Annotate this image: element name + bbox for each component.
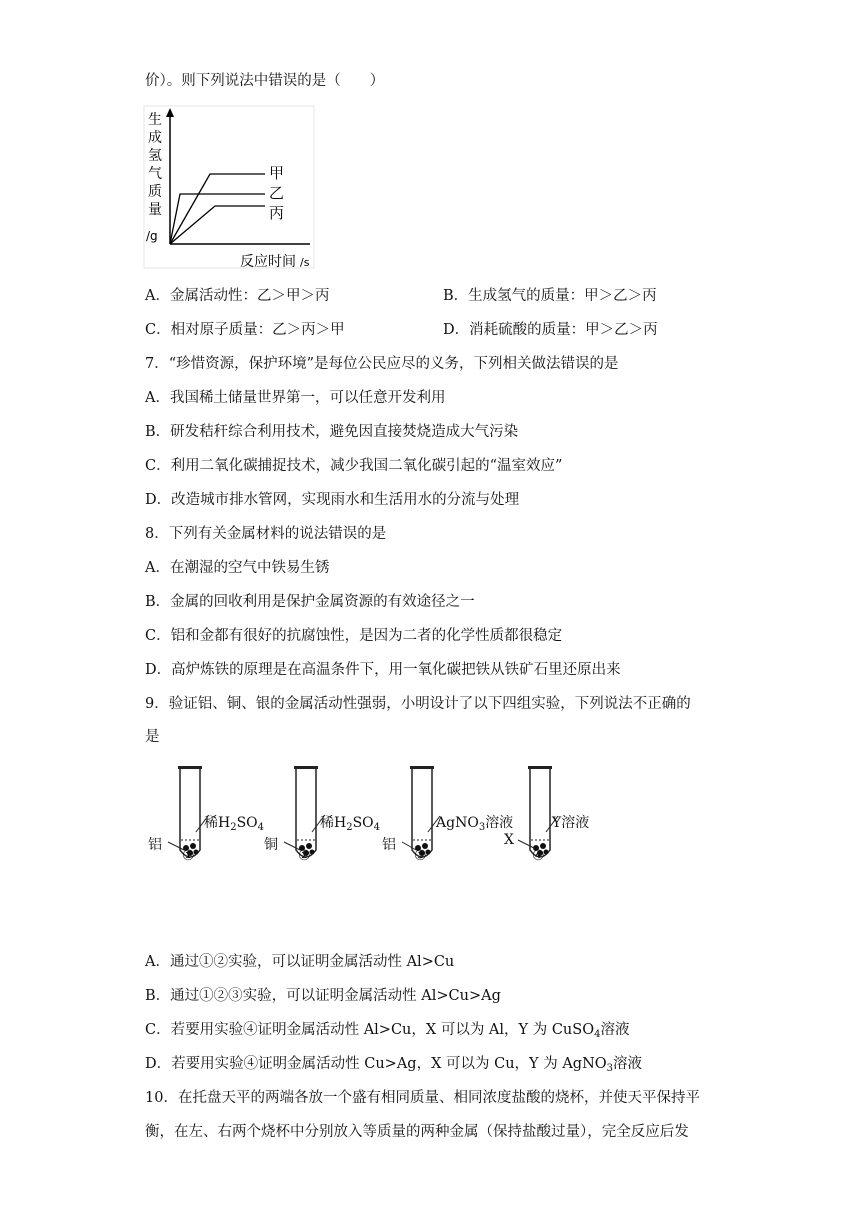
test-tube-figure — [140, 760, 620, 870]
ylabel-char-3: 氢 — [148, 148, 162, 164]
q8-option-d: D．高炉炼铁的原理是在高温条件下，用一氧化碳把铁从铁矿石里还原出来 — [145, 662, 621, 678]
q6-option-a: A．金属活动性：乙＞甲＞丙 — [145, 288, 330, 304]
test-tube-3 — [402, 766, 440, 857]
q9-option-c: C．若要用实验④证明金属活动性 Al>Cu，X 可以为 Al，Y 为 CuSO$_4$溶液 — [145, 1022, 630, 1040]
test-tube-1 — [168, 766, 208, 857]
x-axis-label: 反应时间 — [240, 254, 296, 270]
tube-1-number: ① — [182, 848, 195, 864]
tube-3-metal: 铝 — [382, 837, 396, 853]
tube-2-number: ② — [298, 848, 311, 864]
y-axis-arrow — [166, 108, 174, 117]
q8-stem: 8．下列有关金属材料的说法错误的是 — [145, 526, 387, 542]
series-bing-label: 丙 — [269, 204, 285, 222]
q7-stem: 7．“珍惜资源，保护环境”是每位公民应尽的义务，下列相关做法错误的是 — [145, 356, 619, 372]
q6-option-c: C．相对原子质量：乙＞丙＞甲 — [145, 322, 345, 338]
tube-1-solution: 稀$H_2SO_4$ — [204, 815, 265, 833]
series-jia-line — [170, 174, 265, 244]
q10-line1: 10．在托盘天平的两端各放一个盛有相同质量、相同浓度盐酸的烧杯，并使天平保持平 — [145, 1090, 700, 1106]
q9-option-a: A．通过①②实验，可以证明金属活动性 Al>Cu — [145, 954, 455, 970]
series-bing-line — [170, 206, 265, 244]
ylabel-char-6: 量 — [148, 202, 162, 218]
q6-stem-tail: 价）。则下列说法中错误的是（ ） — [145, 73, 385, 89]
q9-stem-line2: 是 — [145, 729, 160, 745]
q7-option-b: B．研发秸秆综合利用技术，避免因直接焚烧造成大气污染 — [145, 424, 519, 440]
ylabel-char-1: 生 — [148, 112, 162, 128]
x-axis-unit: /s — [300, 256, 310, 269]
ylabel-char-5: 质 — [148, 184, 162, 200]
ylabel-char-2: 成 — [148, 130, 162, 146]
q9-option-b: B．通过①②③实验，可以证明金属活动性 Al>Cu>Ag — [145, 988, 501, 1004]
tube-3-number: ③ — [414, 848, 427, 864]
q6-option-b: B．生成氢气的质量：甲＞乙＞丙 — [443, 288, 657, 304]
tube-4-number: ④ — [532, 848, 545, 864]
q10-line2: 衡，在左、右两个烧杯中分别放入等质量的两种金属（保持盐酸过量），完全反应后发 — [145, 1124, 689, 1140]
test-tube-2 — [284, 766, 324, 857]
tube-3-solution: AgNO$_3$溶液 — [436, 815, 514, 833]
tube-4-solution: Y溶液 — [552, 815, 590, 831]
hydrogen-mass-graph — [140, 104, 325, 274]
q8-option-b: B．金属的回收利用是保护金属资源的有效途径之一 — [145, 594, 475, 610]
tube-2-metal: 铜 — [264, 837, 278, 853]
q8-option-c: C．铝和金都有很好的抗腐蚀性，是因为二者的化学性质都很稳定 — [145, 628, 563, 644]
ylabel-unit: /g — [146, 229, 158, 243]
series-yi-label: 乙 — [269, 184, 285, 202]
q7-option-c: C．利用二氧化碳捕捉技术，减少我国二氧化碳引起的“温室效应” — [145, 458, 563, 474]
q7-option-d: D．改造城市排水管网，实现雨水和生活用水的分流与处理 — [145, 492, 520, 508]
tube-4-metal: X — [504, 832, 514, 848]
q9-option-d: D．若要用实验④证明金属活动性 Cu>Ag，X 可以为 Cu，Y 为 AgNO$_3$溶液 — [145, 1056, 643, 1074]
series-jia-label: 甲 — [269, 164, 285, 182]
q7-option-a: A．我国稀土储量世界第一，可以任意开发利用 — [145, 390, 446, 406]
ylabel-char-4: 气 — [148, 166, 162, 182]
tube-2-solution: 稀$H_2SO_4$ — [320, 815, 381, 833]
q6-option-d: D．消耗硫酸的质量：甲＞乙＞丙 — [443, 322, 658, 338]
q9-stem-line1: 9．验证铝、铜、银的金属活动性强弱，小明设计了以下四组实验，下列说法不正确的 — [145, 696, 691, 712]
q8-option-a: A．在潮湿的空气中铁易生锈 — [145, 560, 330, 576]
tube-1-metal: 铝 — [148, 837, 162, 853]
